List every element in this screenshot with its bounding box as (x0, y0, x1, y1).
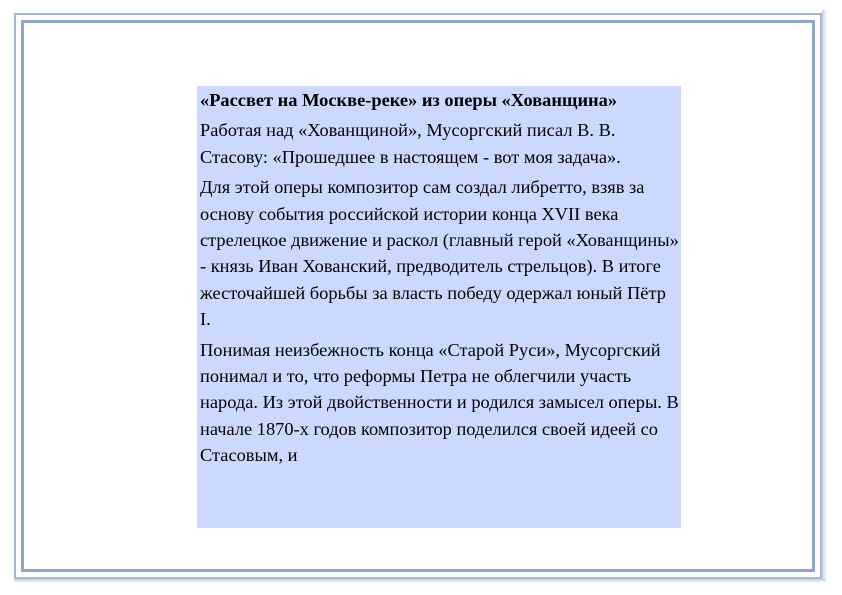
frame-shadow-right (822, 10, 827, 580)
frame-shadow-bottom (14, 579, 826, 583)
document-title: «Рассвет на Москве-реке» из оперы «Хованщина» (200, 90, 618, 110)
paragraph-1: Работая над «Хованщиной», Мусоргский писал В. В. Стасову: «Прошедшее в настоящем - вот моя задача». (200, 120, 621, 167)
text-box (197, 86, 681, 528)
paragraph-3: Понимая неизбежность конца «Старой Руси», Мусоргский понимал и то, что реформы Петра не облегчили участь народа. Из этой двойственности и родился замысел оперы. В начале 1870-х годов композитор поделился своей идеей со Стасовым, и (200, 339, 679, 466)
paragraph-2: Для этой оперы композитор сам создал либретто, взяв за основу события российской истории конца XVII века стрелецкое движение и раскол (главный герой «Хованщины» - князь Иван Хованский, предводитель стрельцов). В итоге жесточайшей борьбы за власть победу одержал юный Пётр I. (200, 177, 679, 330)
